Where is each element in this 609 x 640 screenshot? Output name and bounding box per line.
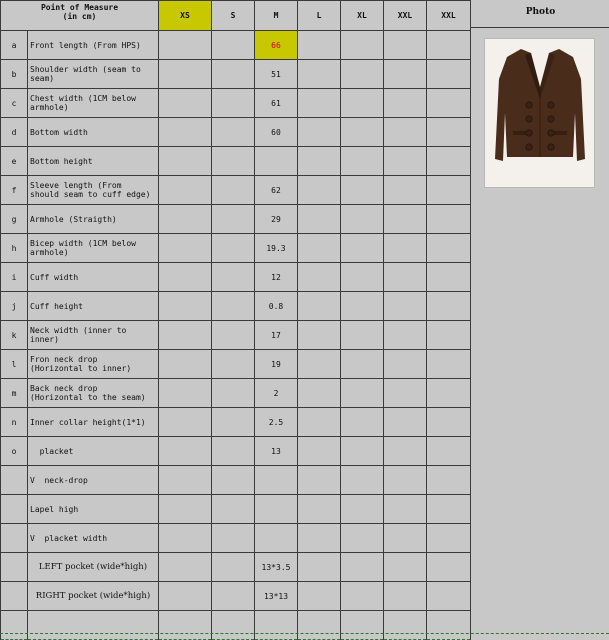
row-letter[interactable]: h: [1, 234, 28, 263]
pom-text-line: (Horizontal to inner): [30, 364, 132, 373]
value-cell-m[interactable]: 13: [255, 437, 298, 466]
value-cell-xxl-2[interactable]: [427, 582, 471, 611]
value-cell-m[interactable]: 19.3: [255, 234, 298, 263]
jacket-button: [548, 130, 554, 136]
value-cell-l[interactable]: [298, 118, 341, 147]
value-cell-xs[interactable]: [159, 292, 212, 321]
value-cell-xxl[interactable]: [384, 118, 427, 147]
pom-text-line: Bottom height: [30, 156, 93, 166]
size-header-m[interactable]: M: [255, 1, 298, 31]
table-row: [1, 582, 471, 611]
value-cell-xxl-2[interactable]: [427, 408, 471, 437]
row-letter[interactable]: [1, 524, 28, 553]
value-cell-xxl[interactable]: [384, 437, 427, 466]
row-letter[interactable]: b: [1, 60, 28, 89]
pom-text-line: inner): [30, 335, 59, 344]
table-row: [1, 31, 471, 60]
value-cell-xxl[interactable]: [384, 379, 427, 408]
value-cell-xl[interactable]: [341, 147, 384, 176]
value-cell-xl[interactable]: [341, 118, 384, 147]
value-cell-l[interactable]: [298, 263, 341, 292]
value-cell-xs[interactable]: [159, 408, 212, 437]
value-cell-m[interactable]: [255, 147, 298, 176]
value-cell-xxl[interactable]: [384, 321, 427, 350]
value-cell-m[interactable]: 12: [255, 263, 298, 292]
jacket-button: [526, 144, 532, 150]
value-cell-xxl[interactable]: [384, 31, 427, 60]
table-row: [1, 234, 471, 263]
value-cell-xxl-2[interactable]: [427, 31, 471, 60]
value-cell-xs[interactable]: [159, 263, 212, 292]
value-cell-xxl[interactable]: [384, 466, 427, 495]
row-letter[interactable]: k: [1, 321, 28, 350]
value-cell-xxl[interactable]: [384, 350, 427, 379]
table-row: [1, 408, 471, 437]
point-of-measure-cell[interactable]: [28, 176, 159, 205]
value-cell-xxl-2[interactable]: [427, 176, 471, 205]
pom-text-line: Lapel high: [30, 504, 79, 514]
value-cell-s[interactable]: [212, 350, 255, 379]
row-letter[interactable]: d: [1, 118, 28, 147]
point-of-measure-cell[interactable]: [28, 611, 159, 640]
row-letter[interactable]: e: [1, 147, 28, 176]
pom-text-line: Armhole (Straigth): [30, 214, 117, 224]
table-row: [1, 495, 471, 524]
value-cell-m[interactable]: 13*3.5: [255, 553, 298, 582]
value-cell-m[interactable]: 51: [255, 60, 298, 89]
size-header-xl[interactable]: XL: [341, 1, 384, 31]
size-header-xs[interactable]: XS: [159, 1, 212, 31]
value-cell-s[interactable]: [212, 524, 255, 553]
value-cell-xxl-2[interactable]: [427, 437, 471, 466]
value-cell-xxl-2[interactable]: [427, 292, 471, 321]
pom-text-line: LEFT pocket (wide*high): [38, 561, 148, 572]
value-cell-xs[interactable]: [159, 205, 212, 234]
value-cell-xs[interactable]: [159, 321, 212, 350]
value-cell-l[interactable]: [298, 292, 341, 321]
table-row: [1, 60, 471, 89]
value-cell-xs[interactable]: [159, 176, 212, 205]
page-break-line: [0, 633, 609, 634]
value-cell-xxl-2[interactable]: [427, 553, 471, 582]
value-cell-s[interactable]: [212, 263, 255, 292]
value-cell-l[interactable]: [298, 31, 341, 60]
pom-text-line: Cuff height: [30, 301, 83, 311]
pom-text-line: RIGHT pocket (wide*high): [35, 590, 151, 601]
value-cell-m[interactable]: 17: [255, 321, 298, 350]
row-letter[interactable]: m: [1, 379, 28, 408]
pom-text-line: Chest width (1CM below: [30, 94, 136, 103]
value-cell-s[interactable]: [212, 147, 255, 176]
point-of-measure-cell[interactable]: [28, 263, 159, 292]
value-cell-xxl-2[interactable]: [427, 379, 471, 408]
table-row: [1, 292, 471, 321]
pom-text-line: Bottom width: [30, 127, 88, 137]
pom-text-line: should seam to cuff edge): [30, 190, 151, 199]
value-cell-xl[interactable]: [341, 176, 384, 205]
point-of-measure-cell[interactable]: [28, 234, 159, 263]
value-cell-l[interactable]: [298, 60, 341, 89]
value-cell-xs[interactable]: [159, 350, 212, 379]
value-cell-xs[interactable]: [159, 118, 212, 147]
table-row: [1, 524, 471, 553]
value-cell-xl[interactable]: [341, 60, 384, 89]
value-cell-xl[interactable]: [341, 234, 384, 263]
table-row: [1, 437, 471, 466]
pom-text-line: V neck-drop: [30, 475, 88, 485]
jacket-button: [526, 102, 532, 108]
value-cell-l[interactable]: [298, 495, 341, 524]
value-cell-xxl[interactable]: [384, 205, 427, 234]
value-cell-l[interactable]: [298, 205, 341, 234]
value-cell-m[interactable]: [255, 466, 298, 495]
value-cell-l[interactable]: [298, 176, 341, 205]
value-cell-xs[interactable]: [159, 495, 212, 524]
value-cell-s[interactable]: [212, 292, 255, 321]
pom-text-line: placket: [30, 446, 74, 456]
value-cell-l[interactable]: [298, 147, 341, 176]
jacket-photo[interactable]: [484, 38, 595, 188]
jacket-button: [526, 130, 532, 136]
pom-text-line: Inner collar height(1*1): [30, 417, 146, 427]
value-cell-xxl-2[interactable]: [427, 263, 471, 292]
point-of-measure-cell[interactable]: [28, 118, 159, 147]
value-cell-m[interactable]: 29: [255, 205, 298, 234]
value-cell-xxl-2[interactable]: [427, 495, 471, 524]
value-cell-s[interactable]: [212, 466, 255, 495]
point-of-measure-cell[interactable]: [28, 495, 159, 524]
table-row: [1, 350, 471, 379]
value-cell-xs[interactable]: [159, 89, 212, 118]
table-row: [1, 466, 471, 495]
value-cell-xl[interactable]: [341, 350, 384, 379]
pom-text-line: Neck width (inner to: [30, 326, 127, 335]
value-cell-m[interactable]: 66: [255, 31, 298, 60]
value-cell-xl[interactable]: [341, 495, 384, 524]
value-cell-xl[interactable]: [341, 205, 384, 234]
point-of-measure-cell[interactable]: [28, 437, 159, 466]
point-of-measure-cell[interactable]: [28, 31, 159, 60]
value-cell-xxl[interactable]: [384, 60, 427, 89]
point-of-measure-cell[interactable]: [28, 350, 159, 379]
pom-text-line: Front length (From HPS): [30, 40, 141, 50]
table-row: [1, 89, 471, 118]
pom-text-line: (Horizontal to the seam): [30, 393, 146, 402]
pom-text-line: V placket width: [30, 533, 108, 543]
value-cell-s[interactable]: [212, 234, 255, 263]
pom-text-line: Back neck drop: [30, 384, 98, 393]
value-cell-s[interactable]: [212, 553, 255, 582]
header-unit: (in cm): [62, 12, 97, 21]
value-cell-xxl-2[interactable]: [427, 466, 471, 495]
value-cell-m[interactable]: 2.5: [255, 408, 298, 437]
value-cell-xl[interactable]: [341, 466, 384, 495]
value-cell-xxl-2[interactable]: [427, 234, 471, 263]
point-of-measure-cell[interactable]: [28, 89, 159, 118]
value-cell-xxl-2[interactable]: [427, 611, 471, 640]
value-cell-s[interactable]: [212, 495, 255, 524]
value-cell-s[interactable]: [212, 437, 255, 466]
value-cell-xs[interactable]: [159, 234, 212, 263]
value-cell-xxl[interactable]: [384, 89, 427, 118]
value-cell-s[interactable]: [212, 176, 255, 205]
value-cell-l[interactable]: [298, 408, 341, 437]
value-cell-xl[interactable]: [341, 263, 384, 292]
value-cell-xxl[interactable]: [384, 263, 427, 292]
value-cell-xxl-2[interactable]: [427, 118, 471, 147]
value-cell-s[interactable]: [212, 89, 255, 118]
jacket-button: [548, 116, 554, 122]
pom-text-line: seam): [30, 74, 55, 83]
jacket-button: [548, 144, 554, 150]
value-cell-xxl[interactable]: [384, 408, 427, 437]
jacket-button: [548, 102, 554, 108]
value-cell-xxl[interactable]: [384, 495, 427, 524]
value-cell-xxl-2[interactable]: [427, 147, 471, 176]
size-header-l[interactable]: L: [298, 1, 341, 31]
table-row: [1, 118, 471, 147]
row-letter[interactable]: l: [1, 350, 28, 379]
value-cell-m[interactable]: 61: [255, 89, 298, 118]
value-cell-l[interactable]: [298, 89, 341, 118]
value-cell-xxl-2[interactable]: [427, 350, 471, 379]
point-of-measure-header[interactable]: [1, 1, 159, 31]
value-cell-m[interactable]: 0.8: [255, 292, 298, 321]
value-cell-xl[interactable]: [341, 89, 384, 118]
header-title: Point of Measure: [40, 3, 119, 12]
value-cell-xs[interactable]: [159, 437, 212, 466]
value-cell-l[interactable]: [298, 350, 341, 379]
point-of-measure-cell[interactable]: [28, 147, 159, 176]
value-cell-xl[interactable]: [341, 31, 384, 60]
row-letter[interactable]: [1, 582, 28, 611]
value-cell-s[interactable]: [212, 582, 255, 611]
table-row: [1, 176, 471, 205]
row-letter[interactable]: n: [1, 408, 28, 437]
size-header-s[interactable]: S: [212, 1, 255, 31]
value-cell-xs[interactable]: [159, 553, 212, 582]
value-cell-xxl-2[interactable]: [427, 205, 471, 234]
value-cell-m[interactable]: 13*13: [255, 582, 298, 611]
pom-text-line: armhole): [30, 248, 69, 257]
value-cell-l[interactable]: [298, 582, 341, 611]
value-cell-xs[interactable]: [159, 31, 212, 60]
row-letter[interactable]: a: [1, 31, 28, 60]
value-cell-s[interactable]: [212, 408, 255, 437]
size-header-xxl-2[interactable]: XXL: [427, 1, 471, 31]
row-letter[interactable]: g: [1, 205, 28, 234]
value-cell-s[interactable]: [212, 118, 255, 147]
point-of-measure-cell[interactable]: [28, 408, 159, 437]
row-letter[interactable]: f: [1, 176, 28, 205]
point-of-measure-cell[interactable]: [28, 292, 159, 321]
value-cell-xl[interactable]: [341, 408, 384, 437]
row-letter[interactable]: c: [1, 89, 28, 118]
table-row: [1, 205, 471, 234]
value-cell-xl[interactable]: [341, 437, 384, 466]
pom-text-line: Fron neck drop: [30, 355, 98, 364]
jacket-button: [526, 116, 532, 122]
value-cell-s[interactable]: [212, 205, 255, 234]
point-of-measure-cell[interactable]: [28, 553, 159, 582]
value-cell-xs[interactable]: [159, 611, 212, 640]
size-header-xxl[interactable]: XXL: [384, 1, 427, 31]
table-row: [1, 321, 471, 350]
value-cell-xxl[interactable]: [384, 176, 427, 205]
pom-text-line: Sleeve length (From: [30, 181, 122, 190]
photo-column: [470, 0, 609, 637]
value-cell-m[interactable]: [255, 524, 298, 553]
value-cell-s[interactable]: [212, 611, 255, 640]
value-cell-m[interactable]: 60: [255, 118, 298, 147]
value-cell-xl[interactable]: [341, 553, 384, 582]
table-row: [1, 611, 471, 640]
value-cell-m[interactable]: 2: [255, 379, 298, 408]
value-cell-xs[interactable]: [159, 524, 212, 553]
value-cell-xxl-2[interactable]: [427, 89, 471, 118]
photo-header[interactable]: Photo: [471, 0, 609, 28]
value-cell-xl[interactable]: [341, 611, 384, 640]
value-cell-xxl[interactable]: [384, 292, 427, 321]
value-cell-xs[interactable]: [159, 582, 212, 611]
row-letter[interactable]: [1, 466, 28, 495]
value-cell-xl[interactable]: [341, 292, 384, 321]
value-cell-s[interactable]: [212, 379, 255, 408]
value-cell-s[interactable]: [212, 321, 255, 350]
value-cell-m[interactable]: [255, 611, 298, 640]
table-row: [1, 147, 471, 176]
value-cell-s[interactable]: [212, 60, 255, 89]
point-of-measure-cell[interactable]: [28, 321, 159, 350]
row-letter[interactable]: [1, 553, 28, 582]
value-cell-xs[interactable]: [159, 60, 212, 89]
value-cell-l[interactable]: [298, 553, 341, 582]
value-cell-s[interactable]: [212, 31, 255, 60]
value-cell-xs[interactable]: [159, 147, 212, 176]
value-cell-l[interactable]: [298, 466, 341, 495]
value-cell-xxl[interactable]: [384, 582, 427, 611]
row-letter[interactable]: o: [1, 437, 28, 466]
value-cell-l[interactable]: [298, 524, 341, 553]
value-cell-l[interactable]: [298, 321, 341, 350]
value-cell-m[interactable]: 19: [255, 350, 298, 379]
double-breasted-jacket-icon: [485, 39, 594, 187]
row-letter[interactable]: i: [1, 263, 28, 292]
pom-text-line: Shoulder width (seam to: [30, 65, 141, 74]
row-letter[interactable]: [1, 495, 28, 524]
value-cell-xxl-2[interactable]: [427, 321, 471, 350]
header-row: [1, 1, 471, 31]
value-cell-m[interactable]: 62: [255, 176, 298, 205]
point-of-measure-cell[interactable]: [28, 524, 159, 553]
value-cell-l[interactable]: [298, 234, 341, 263]
pom-text-line: armhole): [30, 103, 69, 112]
point-of-measure-cell[interactable]: [28, 60, 159, 89]
value-cell-xxl[interactable]: [384, 611, 427, 640]
point-of-measure-cell[interactable]: [28, 582, 159, 611]
row-letter[interactable]: [1, 611, 28, 640]
value-cell-l[interactable]: [298, 437, 341, 466]
value-cell-xxl-2[interactable]: [427, 60, 471, 89]
value-cell-xs[interactable]: [159, 466, 212, 495]
row-letter[interactable]: j: [1, 292, 28, 321]
value-cell-m[interactable]: [255, 495, 298, 524]
value-cell-xxl[interactable]: [384, 234, 427, 263]
value-cell-xl[interactable]: [341, 524, 384, 553]
table-row: [1, 553, 471, 582]
pom-text-line: Bicep width (1CM below: [30, 239, 136, 248]
point-of-measure-cell[interactable]: [28, 379, 159, 408]
value-cell-xl[interactable]: [341, 321, 384, 350]
table-row: [1, 263, 471, 292]
point-of-measure-cell[interactable]: [28, 466, 159, 495]
value-cell-xxl[interactable]: [384, 147, 427, 176]
value-cell-xl[interactable]: [341, 582, 384, 611]
value-cell-xs[interactable]: [159, 379, 212, 408]
table-row: [1, 379, 471, 408]
point-of-measure-cell[interactable]: [28, 205, 159, 234]
value-cell-xxl[interactable]: [384, 524, 427, 553]
value-cell-xxl-2[interactable]: [427, 524, 471, 553]
value-cell-l[interactable]: [298, 611, 341, 640]
value-cell-xxl[interactable]: [384, 553, 427, 582]
value-cell-xl[interactable]: [341, 379, 384, 408]
pom-text-line: Cuff width: [30, 272, 79, 282]
value-cell-l[interactable]: [298, 379, 341, 408]
